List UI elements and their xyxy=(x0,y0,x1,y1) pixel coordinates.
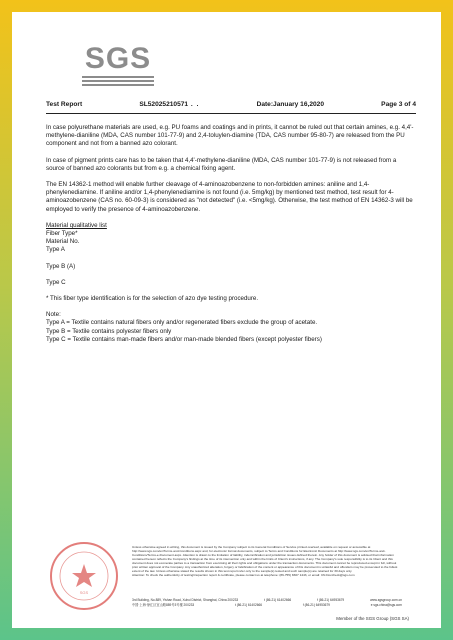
sgs-logo xyxy=(78,42,158,92)
svg-text:SGS: SGS xyxy=(79,590,89,595)
note-title: Note: xyxy=(46,311,61,319)
report-body xyxy=(46,124,416,344)
page-indicator: Page 3 of 4 xyxy=(381,101,416,108)
type-a-label: Type A xyxy=(46,246,65,254)
logo-stripes xyxy=(82,76,154,88)
fax-en: f (86-21) 64953679 xyxy=(317,598,345,602)
member-line: Member of the SGS Group (SGS SA) xyxy=(336,616,409,621)
company-seal xyxy=(48,540,120,612)
note-type-c: Type C = Textile contains man-made fibers and/or man-made blended fibers (except polyester fibers) xyxy=(46,335,322,343)
report-number: SL52025210571 . . xyxy=(139,101,200,108)
footer-address xyxy=(132,598,402,608)
authenticity-note: Attention: To check the authenticity of testing/inspection report & certificate, please contact us at telephone: (86-755) 8307 1443, or email: CN.Doccheck@sgs.com xyxy=(132,573,355,577)
note-type-a: Type A = Textile contains natural fibers only and/or regenerated fibers exclude the group of acetate. xyxy=(46,319,318,327)
material-no-label: Material No. xyxy=(46,238,80,246)
type-b-label: Type B (A) xyxy=(46,262,76,270)
material-list-title: Material qualitative list xyxy=(46,221,107,229)
footer-disclaimer xyxy=(132,545,402,577)
address-cn: 中国·上海·徐汇区宜山路889号3号楼 200233 xyxy=(132,603,195,607)
tel-en: t (86-21) 61402666 xyxy=(264,598,292,602)
web-cn: e sgs.china@sgs.com xyxy=(370,603,402,607)
address-en: 3rd Building, No.889, Yishan Road, Xuhui District, Shanghai, China 200233 xyxy=(132,598,239,602)
fiber-type-footnote: * This fiber type identification is for the selection of azo dye testing procedure. xyxy=(46,295,259,303)
header-divider xyxy=(46,113,416,114)
tel-cn: t (86-21) 61402666 xyxy=(234,603,263,607)
report-page xyxy=(12,12,441,628)
address-row-cn xyxy=(132,603,402,608)
paragraph-en14362: The EN 14362-1 method will enable further cleavage of 4-aminoazobenzene to non-forbidden amines: aniline and 1,4-phenylenediamine. If aniline and/or 1,4-phenylenediamine is not found (i.e. 5mg/kg) by mentioned test method, test result for 4-aminoazobenzene (CAS no. 60-09-3) is considered as "not detected" (i.e. <5mg/kg). Otherwise, the test method of EN 14362-3 will be employed to verify the presence of 4-aminoazobenzene. xyxy=(46,181,413,213)
disclaimer-text: Unless otherwise agreed in writing, this document is issued by the Company subject to its General Conditions of Service printed overleaf, available on request or accessible at http://www.sgs.com/en/Terms-and-Conditions.aspx and, for electronic format documents, subject to Terms and Conditions for Electronic Documents at http://www.sgs.com/en/Terms-and-Conditions/Terms-e-Document.aspx. Attention is drawn to the limitation of liability, indemnification and jurisdiction issues defined therein. Any holder of this document is advised that information contained hereon reflects the Company's findings at the time of its intervention only and within the limits of Client's instructions, if any. The Company's sole responsibility is to its Client and this document does not exonerate parties to a transaction from exercising all their rights and obligations under the transaction documents. This document cannot be reproduced except in full, without prior written approval of the Company. Any unauthorized alteration, forgery or falsification of the content or appearance of this document is unlawful and offenders may be prosecuted to the fullest extent of the law. Unless otherwise stated the results shown in this test report refer only to the sample(s) tested and such sample(s) are retained for 30 days only. xyxy=(132,545,398,573)
paragraph-pu: In case polyurethane materials are used, e.g. PU foams and coatings and in prints, it cannot be ruled out that certain amines, e.g. 4,4'-methylene-dianiline (MDA, CAS number 101-77-9) and 2,4-toluylen-diamine (TDA, CAS number 95-80-7) are released from the PU component and not from a banned azo colorant. xyxy=(46,124,414,148)
logo-text: SGS xyxy=(84,42,152,75)
fiber-type-label: Fiber Type* xyxy=(46,230,78,238)
report-header xyxy=(46,101,416,113)
paragraph-pigment: In case of pigment prints care has to be taken that 4,4'-methylene-dianiline (MDA, CAS number 101-77-9) is not released from a source of banned azo colorants but from e.g. a chemical fixing agent. xyxy=(46,156,397,172)
type-c-label: Type C xyxy=(46,278,66,286)
report-date: Date:January 16,2020 xyxy=(256,101,325,108)
note-type-b: Type B = Textile contains polyester fibers only xyxy=(46,327,172,335)
test-report-label: Test Report xyxy=(46,101,83,108)
web-en: www.sgsgroup.com.cn xyxy=(370,598,402,602)
fax-cn: f (86-21) 64953679 xyxy=(302,603,330,607)
